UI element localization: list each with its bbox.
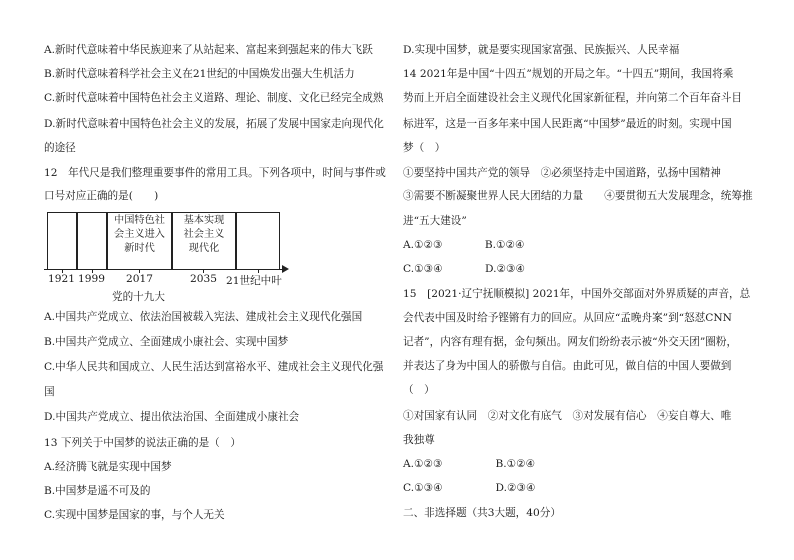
text-line: A.经济腾飞就是实现中国梦 [44, 461, 172, 473]
text-line: 梦（ ） [403, 142, 446, 154]
text-line: （ ） [403, 384, 435, 396]
timeline-year-label: 1921 [48, 273, 75, 285]
text-line: A.①②③ B.①②④ [403, 239, 525, 251]
text-line: 的途径 [44, 142, 76, 154]
text-line: 我独尊 [403, 434, 435, 446]
timeline-box [172, 212, 236, 270]
text-line: D.新时代意味着中国特色社会主义的发展，拓展了发展中国家走向现代化 [44, 118, 384, 130]
text-line: C.实现中国梦是国家的事，与个人无关 [44, 509, 225, 521]
text-line: 13 下列关于中国梦的说法正确的是（ ） [44, 437, 241, 449]
text-line: C.中华人民共和国成立、人民生活达到富裕水平、建成社会主义现代化强 [44, 361, 384, 373]
text-line: 15 [2021·辽宁抚顺模拟] 2021年，中国外交部面对外界质疑的声音，总 [403, 288, 751, 300]
text-line: D.实现中国梦，就是要实现国家富强、民族振兴、人民幸福 [403, 44, 680, 56]
text-line: ③需要不断凝聚世界人民大团结的力量 ④要贯彻五大发展理念，统筹推 [403, 190, 753, 202]
timeline-diagram [44, 212, 294, 307]
text-line: B.新时代意味着科学社会主义在21世纪的中国焕发出强大生机活力 [44, 68, 355, 80]
text-line: 并表达了身为中国人的骄傲与自信。由此可见，做自信的中国人要做到 [403, 360, 732, 372]
timeline-arrow-icon [282, 265, 289, 273]
text-line: C.①③④ D.②③④ [403, 263, 525, 275]
text-line: 口号对应正确的是( ) [44, 190, 159, 202]
timeline-box-text: 基本实现 [183, 215, 225, 226]
text-line: 二、非选择题（共3大题，40分） [403, 507, 561, 519]
timeline-year-label: 1999 [78, 273, 105, 285]
timeline-event-label: 党的十九大 [112, 291, 165, 303]
text-line: ①要坚持中国共产党的领导 ②必须坚持走中国道路，弘扬中国精神 [403, 167, 721, 179]
text-line: ①对国家有认同 ②对文化有底气 ③对发展有信心 ④妄自尊大、唯 [403, 410, 732, 422]
text-line: 国 [44, 386, 55, 398]
timeline-box [47, 212, 77, 270]
text-line: 14 2021年是中国“十四五”规划的开局之年。“十四五”期间，我国将乘 [403, 68, 734, 80]
text-line: A.①②③ B.①②④ [403, 458, 536, 470]
timeline-box [236, 212, 280, 270]
text-line: 记者”，内容有理有据，金句频出。网友们纷纷表示被“外交天团”圈粉， [403, 336, 738, 348]
text-line: D.中国共产党成立、提出依法治国、全面建成小康社会 [44, 411, 300, 423]
timeline-year-label: 2017 [126, 273, 153, 285]
timeline-box [107, 212, 172, 270]
text-line: A.新时代意味着中华民族迎来了从站起来、富起来到强起来的伟大飞跃 [44, 44, 373, 56]
text-line: 会代表中国及时给予铿锵有力的回应。从回应“孟晚舟案”到“怒怼CNN [403, 312, 732, 324]
text-line: 势而上开启全面建设社会主义现代化国家新征程，并向第二个百年奋斗目 [403, 92, 742, 104]
text-line: C.①③④ D.②③④ [403, 482, 536, 494]
timeline-year-label: 2035 [190, 273, 217, 285]
timeline-box-text: 新时代 [124, 243, 155, 254]
timeline-box-text: 会主义进入 [114, 229, 165, 240]
timeline-box-text: 社会主义 [183, 229, 225, 240]
text-line: 标进军，这是一百多年来中国人民距离“中国梦”最近的时刻。实现中国 [403, 118, 732, 130]
text-line: C.新时代意味着中国特色社会主义道路、理论、制度、文化已经完全成熟 [44, 92, 384, 104]
text-line: B.中国梦是遥不可及的 [44, 485, 151, 497]
timeline-year-label: 21世纪中叶 [226, 275, 282, 287]
timeline-box-text: 现代化 [188, 243, 220, 254]
timeline-axis [44, 269, 284, 270]
text-line: A.中国共产党成立、依法治国被载入宪法、建成社会主义现代化强国 [44, 311, 363, 323]
timeline-box-text: 中国特色社 [114, 215, 165, 226]
text-line: B.中国共产党成立、全面建成小康社会、实现中国梦 [44, 336, 289, 348]
text-line: 进“五大建设” [403, 215, 467, 227]
timeline-box [77, 212, 107, 270]
text-line: 12 年代尺是我们整理重要事件的常用工具。下列各项中，时间与事件或 [44, 167, 386, 179]
